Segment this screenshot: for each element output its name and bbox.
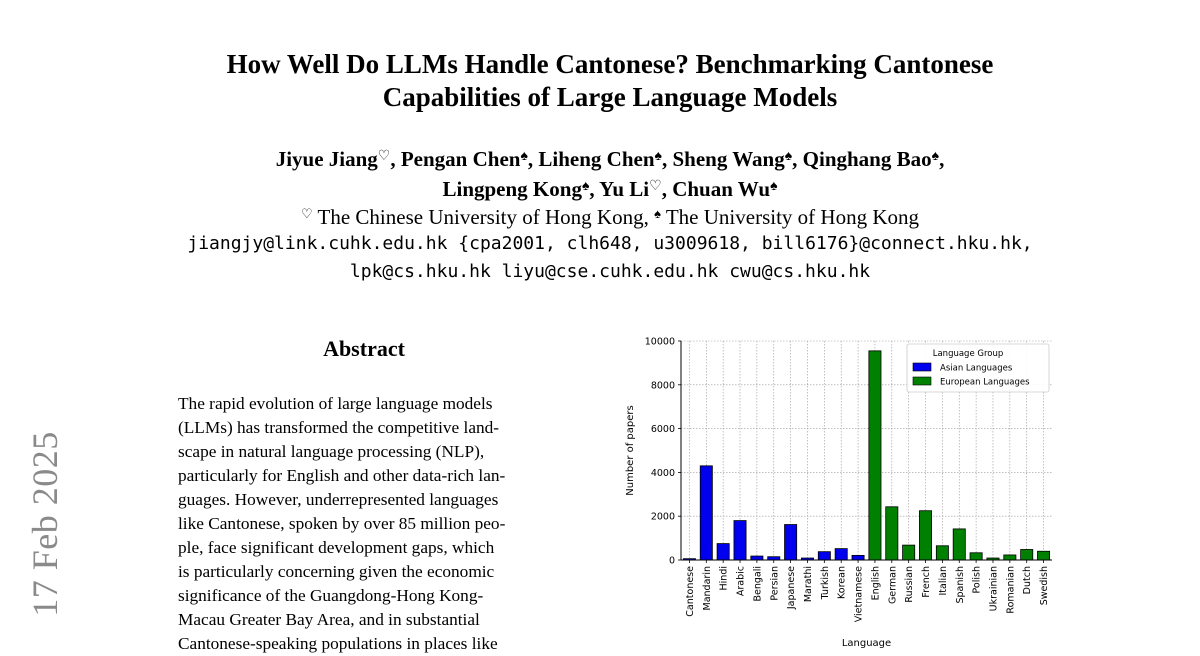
author-emails [100,230,1120,286]
affiliation-mark: ♡ [649,179,662,194]
bar [785,525,797,560]
affiliation-mark: ♠ [654,149,662,164]
bar-chart [618,330,1058,648]
bar [1004,555,1016,560]
y-axis-title: Number of papers [625,405,636,496]
affiliation-mark: ♠ [654,206,661,221]
author-name: Lingpeng Kong [442,177,582,201]
x-tick-label: Spanish [954,566,966,604]
abstract-line: Macau Greater Bay Area, and in substantial [178,610,480,629]
author-line-2: Lingpeng Kong♠, Yu Li♡, Chuan Wu♠ [442,177,778,201]
abstract-line: ple, face significant development gaps, which [178,538,495,557]
arxiv-date-text: 17 Feb 2025 [25,431,65,617]
x-tick-label: Russian [904,566,916,603]
abstract-line: guages. However, underrepresented languages [178,490,499,509]
author-name: Sheng Wang [672,147,785,171]
y-tick-label: 6000 [650,424,675,436]
x-tick-label: French [921,566,933,598]
abstract-line: significance of the Guangdong-Hong Kong- [178,586,484,605]
x-tick-label: Persian [769,566,781,601]
x-tick-label: Vietnamese [853,566,865,623]
legend-swatch [913,363,931,371]
y-tick-label: 8000 [650,380,675,392]
x-tick-label: Arabic [735,566,747,597]
bar [936,546,948,560]
author-name: Chuan Wu [672,177,771,201]
abstract-line: scape in natural language processing (NLP), [178,442,485,461]
affiliation-mark: ♠ [784,149,793,164]
bar [852,555,864,560]
bar [717,544,729,560]
author-name: Pengan Chen [400,147,521,171]
x-tick-label: Bengali [752,566,764,602]
affiliation-mark: ♠ [581,179,590,194]
y-tick-label: 0 [668,555,675,567]
affiliation-mark: ♠ [770,179,778,194]
x-tick-label: Swedish [1039,566,1051,606]
affiliation-name: The University of Hong Kong [665,205,919,229]
email-line-1: jiangjy@link.cuhk.edu.hk {cpa2001, clh648, u3009618, bill6176}@connect.hku.hk, [187,233,1033,254]
legend-title: Language Group [932,349,1004,359]
bar [700,466,712,560]
abstract-line: particularly for English and other data-rich lan- [178,466,506,485]
abstract-line: The rapid evolution of large language models [178,394,493,413]
x-tick-label: Polish [971,566,983,594]
x-tick-label: Cantonese [684,566,696,617]
title-line-2: Capabilities of Large Language Models [382,82,838,112]
bar [1037,551,1049,560]
x-tick-label: Marathi [802,566,814,603]
affiliation-mark: ♠ [520,149,528,164]
affiliation-name: The Chinese University of Hong Kong [317,205,644,229]
abstract-line: is particularly concerning given the economic [178,562,495,581]
author-list [150,143,1070,203]
bar [903,545,915,560]
x-tick-label: Hindi [718,566,730,591]
x-tick-label: Korean [836,566,848,599]
title-line-1: How Well Do LLMs Handle Cantonese? Benchmarking Cantonese [226,49,994,79]
y-tick-label: 4000 [650,467,675,479]
author-name: Liheng Chen [538,147,655,171]
affiliation-mark: ♡ [377,149,391,164]
abstract-body [178,392,550,656]
x-tick-label: German [887,566,899,605]
legend-swatch [913,377,931,385]
bar [734,521,746,560]
bar [869,351,881,560]
bar [751,556,763,560]
paper-count-figure [618,330,1058,648]
x-tick-label: Dutch [1022,566,1034,595]
legend-label: Asian Languages [940,363,1013,374]
y-tick-label: 10000 [644,336,675,348]
arxiv-date-stamp [20,418,70,630]
x-tick-label: Japanese [786,566,798,610]
bar [970,553,982,560]
paper-title [150,48,1070,114]
author-name: Qinghang Bao [802,147,932,171]
abstract-line: Cantonese-speaking populations in places like [178,634,498,653]
bar [886,507,898,560]
x-tick-label: Turkish [819,566,831,600]
y-tick-label: 2000 [650,511,675,523]
bar [1021,549,1033,560]
abstract-heading: Abstract [323,336,405,361]
x-tick-label: Mandarin [701,566,713,611]
x-tick-label: Romanian [1005,566,1017,614]
author-line-1: Jiyue Jiang♡, Pengan Chen♠, Liheng Chen♠, Sheng Wang♠, Qinghang Bao♠, [275,147,945,171]
x-tick-label: English [870,566,882,601]
affiliation-mark: ♡ [301,206,313,221]
affiliation-mark: ♠ [931,149,940,164]
bar [818,552,830,560]
affiliations: ♡ The Chinese University of Hong Kong, ♠ The University of Hong Kong [301,205,919,229]
x-tick-label: Italian [937,566,949,596]
bar [835,549,847,560]
author-name: Jiyue Jiang [275,147,378,171]
x-tick-label: Ukrainian [988,566,1000,612]
bar [953,529,965,560]
bar [919,511,931,560]
x-axis-title: Language [841,638,892,648]
author-name: Yu Li [599,177,650,201]
legend-label: European Languages [940,377,1030,388]
email-line-2: lpk@cs.hku.hk liyu@cse.cuhk.edu.hk cwu@cs.hku.hk [349,261,871,282]
abstract-line: (LLMs) has transformed the competitive land- [178,418,500,437]
abstract-line: like Cantonese, spoken by over 85 million peo- [178,514,506,533]
